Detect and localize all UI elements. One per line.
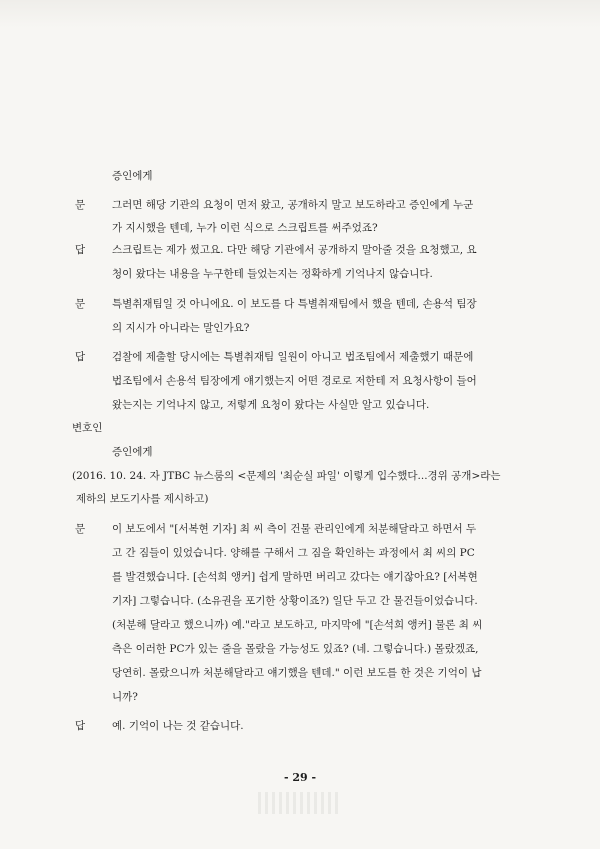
transcript-line: 니까? [112, 691, 138, 703]
page-number: - 29 - [283, 771, 317, 784]
transcript-line: (처분해 달라고 했으니까) 예."라고 보도하고, 마지막에 "[손석희 앵커] 물론 최 씨 [112, 619, 483, 631]
question-label: 문 [75, 298, 86, 310]
transcript-line: 검찰에 제출할 당시에는 특별취재팀 일원이 아니고 법조팀에서 제출했기 때문에 [112, 351, 474, 363]
transcript-line: 특별취재팀일 것 아니에요. 이 보도를 다 특별취재팀에서 했을 텐데, 손용석 팀장 [112, 298, 477, 310]
transcript-line: 증인에게 [112, 446, 153, 458]
transcript-line: (2016. 10. 24. 자 JTBC 뉴스룸의 <문제의 '최순실 파일' 이렇게 입수했다...경위 공개>라는 [72, 470, 501, 482]
transcript-line: 청이 왔다는 내용을 누구한테 들었는지는 정확하게 기억나지 않습니다. [112, 268, 433, 280]
transcript-line: 기자] 그렇습니다. (소유권을 포기한 상황이죠?) 일단 두고 간 물건들이었습니다. [112, 595, 478, 607]
transcript-line: 변호인 [72, 422, 103, 434]
transcript-line: 예. 기억이 나는 것 같습니다. [112, 720, 244, 732]
answer-label: 답 [75, 244, 86, 256]
transcript-line: 가 지시했을 텐데, 누가 이런 식으로 스크립트를 써주었죠? [112, 222, 378, 234]
question-label: 문 [75, 523, 86, 535]
transcript-line: 그러면 해당 기관의 요청이 먼저 왔고, 공개하지 말고 보도하라고 증인에게 누군 [112, 199, 474, 211]
transcript-line: 왔는지는 기억나지 않고, 저렇게 요청이 왔다는 사실만 알고 있습니다. [112, 399, 430, 411]
transcript-line: 스크립트는 제가 썼고요. 다만 해당 기관에서 공개하지 말아줄 것을 요청했고, 요 [112, 244, 477, 256]
transcript-line: 의 지시가 아니라는 말인가요? [112, 322, 250, 334]
answer-label: 답 [75, 720, 86, 732]
transcript-line: 제하의 보도기사를 제시하고) [76, 493, 209, 505]
transcript-line: 이 보도에서 "[서복현 기자] 최 씨 측이 건물 관리인에게 처분해달라고 하면서 두 [112, 523, 477, 535]
transcript-line: 를 발견했습니다. [손석희 앵커] 쉽게 말하면 버리고 갔다는 얘기잖아요? [서복현 [112, 571, 478, 583]
transcript-line: 측은 이러한 PC가 있는 줄을 몰랐을 가능성도 있죠? (네. 그렇습니다.) 몰랐겠죠, [112, 643, 479, 655]
transcript-line: 법조팀에서 손용석 팀장에게 얘기했는지 어떤 경로로 저한테 저 요청사항이 들어 [112, 375, 477, 387]
transcript-line: 당연히. 몰랐으니까 처분해달라고 얘기했을 텐데." 이런 보도를 한 것은 기억이 납 [112, 667, 482, 679]
question-label: 문 [75, 199, 86, 211]
transcript-line: 고 간 짐들이 있었습니다. 양해를 구해서 그 짐을 확인하는 과정에서 최 씨의 PC [112, 547, 475, 559]
transcript-line: 증인에게 [112, 170, 153, 182]
scan-edge [0, 0, 600, 28]
answer-label: 답 [75, 351, 86, 363]
scan-artifact [258, 792, 342, 814]
